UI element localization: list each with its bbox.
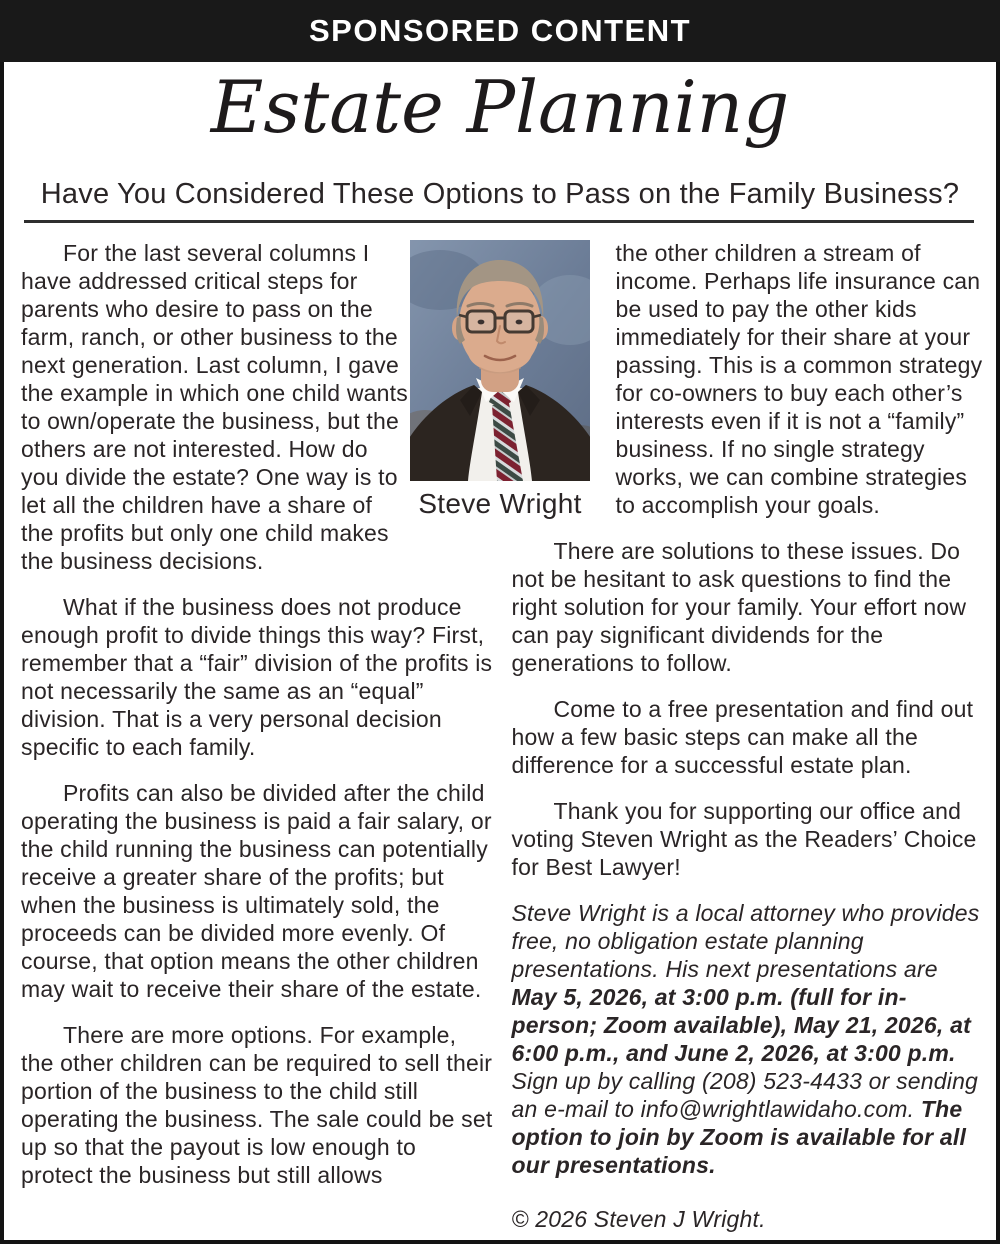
portrait-photo (410, 240, 590, 520)
bio-zoom-note: The option to join by Zoom is available for all our presentations. (511, 1096, 967, 1178)
portrait-illustration (410, 240, 590, 481)
bio-presentation-dates: May 5, 2026, at 3:00 p.m. (full for in-person; Zoom available), May 21, 2026, at 6:00 p.m., and June 2, 2026, at 3:00 p.m. (511, 984, 971, 1066)
paragraph: Thank you for supporting our office and voting Steven Wright as the Readers’ Choice for Best Lawyer! (511, 798, 977, 880)
bio-paragraph-1 (512, 899, 984, 1067)
paragraph: For the last several columns I have addressed critical steps for parents who desire to pass on the farm, ranch, or other business to the next generation. Last column, I gave the example in which one child wants to own/operate the business, but the others are not interested. How do you divide the estate? One way is to let all the children have a share of the profits but only one child makes the business decisions. (21, 240, 408, 574)
paragraph: There are solutions to these issues. Do not be hesitant to ask questions to find the right solution for your family. Your effort now can pay significant dividends for the generations to follow. (511, 538, 967, 676)
title-divider (24, 220, 974, 223)
sponsored-banner-label: SPONSORED CONTENT (308, 13, 692, 48)
page-title: Estate Planning (210, 65, 790, 149)
sponsored-banner (0, 0, 1000, 62)
paragraph: Come to a free presentation and find out how a few basic steps can make all the difference for a successful estate plan. (511, 696, 974, 778)
attorney-bio (512, 899, 984, 1179)
paragraph: There are more options. For example, the other children can be required to sell their portion of the business to the child still operating the business. The sale could be set up so that the payout is low enough to protect the business but still allows (21, 1022, 493, 1188)
bio-paragraph-2 (512, 1067, 984, 1179)
page-subtitle: Have You Considered These Options to Pass on the Family Business? (40, 178, 960, 210)
paragraph: Profits can also be divided after the child operating the business is paid a fair salary, or the child running the business can potentially receive a greater share of the profits; but when the business is ultimately sold, the proceeds can be divided more evenly. Of course, that option means the other children may wait to receive their share of the estate. (21, 780, 492, 1002)
bio-text: Steve Wright is a local attorney who provides free, no obligation estate planning presentations. His next presentations are (511, 900, 980, 982)
paragraph: What if the business does not produce enough profit to divide things this way? First, remember that a “fair” division of the profits is not necessarily the same as an “equal” division. That is a very personal decision specific to each family. (21, 594, 493, 760)
copyright-line: © 2026 Steven J Wright. (511, 1206, 766, 1232)
paragraph: the other children a stream of income. Perhaps life insurance can be used to pay the other kids immediately for their share at your passing. This is a common strategy for co-owners to buy each other’s interests even if it is not a “family” business. If no single strategy works, we can combine strategies to accomplish your goals. (615, 240, 983, 518)
bio-signup-text: Sign up by calling (208) 523-4433 or sending an e-mail to info@wrightlawidaho.com. (511, 1068, 979, 1122)
photo-caption: Steve Wright (418, 488, 582, 519)
